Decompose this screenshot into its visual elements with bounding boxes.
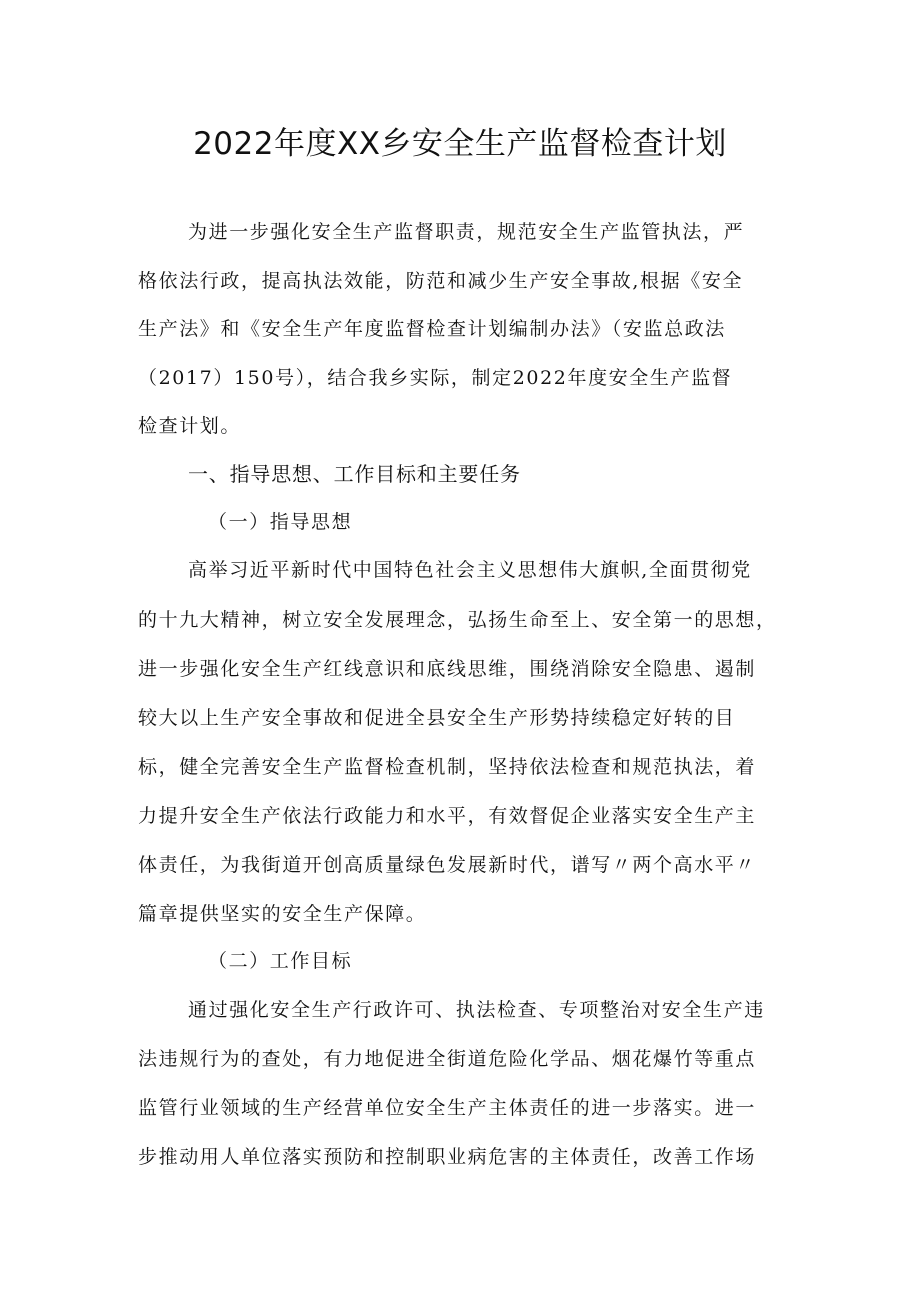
document-title: 2022年度XX乡安全生产监督检查计划 <box>193 126 727 162</box>
guiding-line-1: 高举习近平新时代中国特色社会主义思想伟大旗帜,全面贯彻党 <box>188 559 752 581</box>
goal-line-2: 法违规行为的查处，有力地促进全街道危险化学品、烟花爆竹等重点 <box>138 1048 757 1070</box>
guiding-line-3: 进一步强化安全生产红线意识和底线思维，围绕消除安全隐患、遏制 <box>138 658 757 680</box>
goal-line-3: 监管行业领域的生产经营单位安全生产主体责任的进一步落实。进一 <box>138 1097 757 1119</box>
subsection-heading-1: （一）指导思想 <box>208 511 353 533</box>
guiding-line-7: 体责任，为我街道开创高质量绿色发展新时代，谱写〃两个高水平〃 <box>138 854 757 876</box>
subsection-heading-2: （二）工作目标 <box>208 950 353 972</box>
goal-line-1: 通过强化安全生产行政许可、执法检查、专项整治对安全生产违 <box>188 999 765 1021</box>
intro-line-2: 格依法行政，提高执法效能，防范和减少生产安全事故,根据《安全 <box>138 270 744 292</box>
guiding-line-4: 较大以上生产安全事故和促进全县安全生产形势持续稳定好转的目 <box>138 707 736 729</box>
guiding-line-2: 的十九大精神，树立安全发展理念，弘扬生命至上、安全第一的思想， <box>138 609 777 631</box>
guiding-line-6: 力提升安全生产依法行政能力和水平，有效督促企业落实安全生产主 <box>138 805 757 827</box>
goal-line-4: 步推动用人单位落实预防和控制职业病危害的主体责任，改善工作场 <box>138 1146 757 1168</box>
intro-line-5: 检查计划。 <box>138 415 242 437</box>
intro-line-4: （2017）150号），结合我乡实际，制定2022年度安全生产监督 <box>138 367 733 389</box>
intro-line-3: 生产法》和《安全生产年度监督检查计划编制办法》（安监总政法 <box>138 318 726 340</box>
intro-line-1: 为进一步强化安全生产监督职责，规范安全生产监管执法，严 <box>188 221 745 243</box>
section-heading-1: 一、指导思想、工作目标和主要任务 <box>188 462 521 486</box>
guiding-line-8: 篇章提供坚实的安全生产保障。 <box>138 903 427 925</box>
guiding-line-5: 标，健全完善安全生产监督检查机制，坚持依法检查和规范执法，着 <box>138 756 757 778</box>
